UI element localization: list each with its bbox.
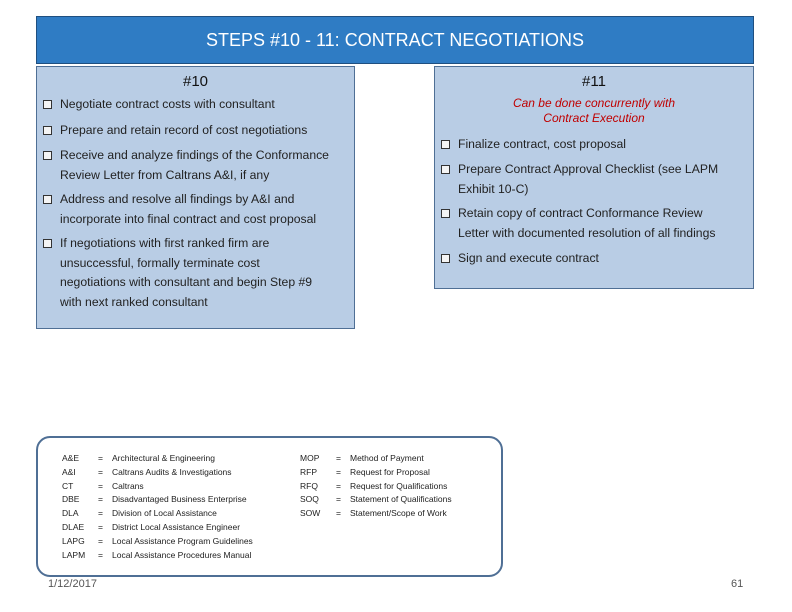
legend-equals: = xyxy=(98,466,103,477)
item-text-line: Receive and analyze findings of the Conformance xyxy=(60,148,329,162)
checklist-item xyxy=(441,249,599,269)
checklist-item xyxy=(441,204,715,243)
legend-meaning: Method of Payment xyxy=(350,453,424,463)
checklist-item xyxy=(43,95,275,115)
checklist-item xyxy=(43,146,329,185)
checklist-item xyxy=(441,135,626,155)
item-text xyxy=(458,204,715,243)
item-text xyxy=(60,234,312,312)
footer-date: 1/12/2017 xyxy=(48,578,97,590)
legend-meaning: Statement/Scope of Work xyxy=(350,508,447,519)
checkbox-bullet-icon xyxy=(43,100,52,109)
item-text-line: Letter with documented resolution of all findings xyxy=(458,225,716,240)
step-11-panel xyxy=(434,66,754,289)
item-text-line: negotiations with consultant and begin Step #9 xyxy=(60,275,313,289)
legend-equals: = xyxy=(336,494,341,505)
legend-meaning: Caltrans Audits & Investigations xyxy=(112,466,232,477)
legend-meaning: Disadvantaged Business Enterprise xyxy=(112,494,247,505)
legend-row xyxy=(62,493,247,507)
checkbox-bullet-icon xyxy=(43,195,52,204)
legend-equals: = xyxy=(336,480,341,491)
checkbox-bullet-icon xyxy=(441,165,450,174)
item-text xyxy=(60,190,316,229)
step-10-title: #10 xyxy=(182,73,209,90)
legend-equals: = xyxy=(98,522,103,532)
legend-equals: = xyxy=(98,480,103,491)
legend-row xyxy=(62,480,144,494)
note-line: Can be done concurrently with xyxy=(512,96,676,110)
page-number: 61 xyxy=(731,578,744,590)
legend-row xyxy=(300,466,430,480)
legend-abbreviation: RFQ xyxy=(300,480,318,491)
legend-row xyxy=(300,452,424,466)
slide-title: STEPS #10 - 11: CONTRACT NEGOTIATIONS xyxy=(205,29,585,50)
legend-equals: = xyxy=(98,508,103,519)
legend-row xyxy=(300,493,452,507)
item-text-line: with next ranked consultant xyxy=(60,294,208,309)
legend-row xyxy=(300,480,447,494)
legend-abbreviation: LAPM xyxy=(62,549,86,560)
legend-meaning: Local Assistance Procedures Manual xyxy=(112,549,252,560)
item-text-line: Address and resolve all findings by A&I and xyxy=(60,192,295,206)
legend-meaning: Statement of Qualifications xyxy=(350,494,452,505)
note-line: Contract Execution xyxy=(543,111,645,125)
checkbox-bullet-icon xyxy=(43,151,52,160)
abbreviation-legend xyxy=(36,436,503,577)
legend-abbreviation: CT xyxy=(62,480,74,491)
legend-equals: = xyxy=(98,535,103,546)
item-text-line: Prepare and retain record of cost negotiations xyxy=(60,123,308,137)
legend-row xyxy=(62,521,240,535)
legend-row xyxy=(62,535,253,549)
item-text-line: If negotiations with first ranked firm are xyxy=(60,236,270,250)
item-text xyxy=(60,121,307,141)
checklist-item xyxy=(43,234,312,312)
item-text-line: Sign and execute contract xyxy=(458,251,599,265)
checkbox-bullet-icon xyxy=(441,209,450,218)
step-10-panel xyxy=(36,66,355,329)
legend-meaning: Division of Local Assistance xyxy=(112,508,217,519)
legend-abbreviation: A&E xyxy=(62,453,80,463)
legend-meaning: District Local Assistance Engineer xyxy=(112,522,241,532)
legend-equals: = xyxy=(98,494,103,505)
legend-row xyxy=(300,507,447,521)
legend-row xyxy=(62,507,217,521)
legend-meaning: Request for Proposal xyxy=(350,466,430,477)
item-text xyxy=(458,249,599,269)
item-text xyxy=(458,160,718,199)
legend-equals: = xyxy=(336,453,341,463)
checkbox-bullet-icon xyxy=(441,254,450,263)
legend-abbreviation: MOP xyxy=(300,453,320,463)
legend-abbreviation: SOW xyxy=(300,508,321,519)
legend-abbreviation: SOQ xyxy=(300,494,319,505)
concurrency-note xyxy=(435,96,753,126)
checkbox-bullet-icon xyxy=(43,239,52,248)
item-text-line: incorporate into final contract and cost proposal xyxy=(60,211,317,226)
checkbox-bullet-icon xyxy=(441,140,450,149)
legend-meaning: Local Assistance Program Guidelines xyxy=(112,535,253,546)
checklist-item xyxy=(43,190,316,229)
legend-abbreviation: DLA xyxy=(62,508,79,519)
legend-meaning: Request for Qualifications xyxy=(350,480,448,491)
legend-abbreviation: LAPG xyxy=(62,535,85,546)
legend-meaning: Architectural & Engineering xyxy=(112,453,216,463)
item-text-line: Retain copy of contract Conformance Review xyxy=(458,206,703,220)
item-text-line: Finalize contract, cost proposal xyxy=(458,137,626,151)
legend-equals: = xyxy=(98,453,103,463)
legend-abbreviation: DBE xyxy=(62,494,80,505)
item-text-line: Prepare Contract Approval Checklist (see LAPM xyxy=(458,162,719,176)
checklist-item xyxy=(43,121,307,141)
legend-abbreviation: A&I xyxy=(62,466,76,477)
slide-header xyxy=(36,16,754,64)
step-11-title: #11 xyxy=(582,73,606,90)
legend-row xyxy=(62,466,232,480)
legend-equals: = xyxy=(98,549,103,560)
item-text xyxy=(60,95,275,115)
item-text xyxy=(60,146,329,185)
item-text-line: Exhibit 10-C) xyxy=(458,181,529,196)
legend-row xyxy=(62,549,251,563)
checklist-item xyxy=(441,160,718,199)
legend-equals: = xyxy=(336,466,341,477)
legend-abbreviation: RFP xyxy=(300,466,317,477)
legend-equals: = xyxy=(336,508,341,519)
item-text-line: Review Letter from Caltrans A&I, if any xyxy=(60,167,270,182)
checkbox-bullet-icon xyxy=(43,126,52,135)
item-text-line: Negotiate contract costs with consultant xyxy=(60,97,275,111)
legend-row xyxy=(62,452,215,466)
item-text-line: unsuccessful, formally terminate cost xyxy=(60,255,260,270)
legend-meaning: Caltrans xyxy=(112,480,144,491)
item-text xyxy=(458,135,626,155)
legend-abbreviation: DLAE xyxy=(62,522,85,532)
